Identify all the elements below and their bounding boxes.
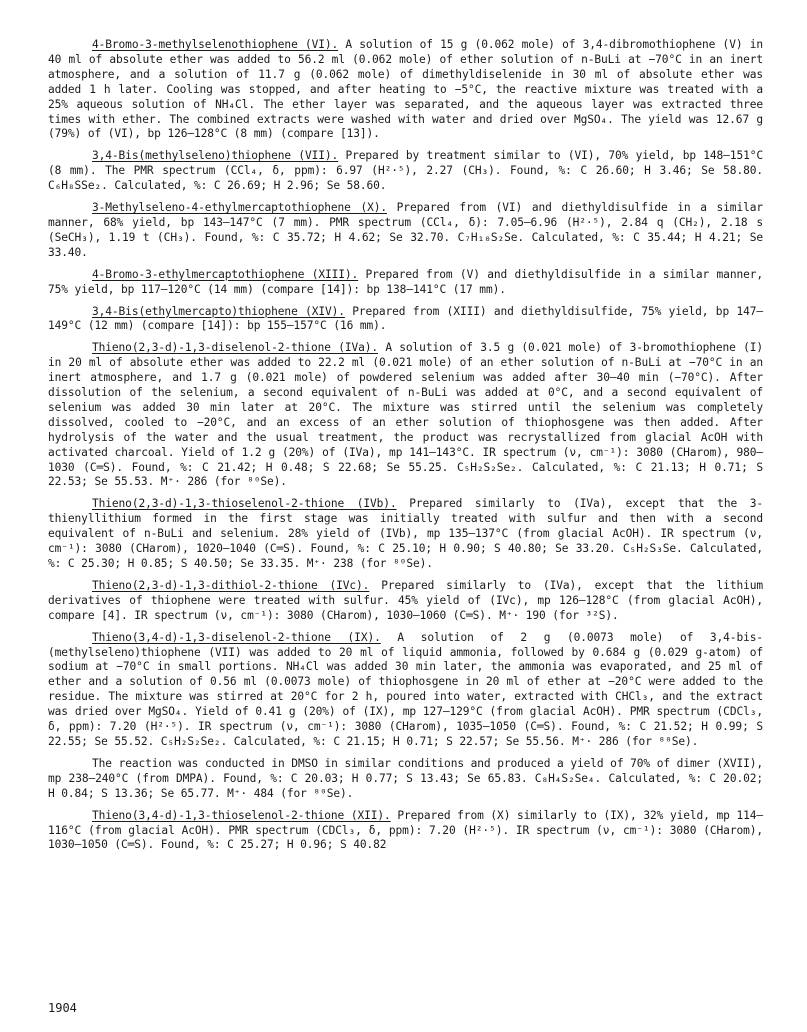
paragraph-compound-iva: [48, 341, 763, 490]
compound-title: Thieno(3,4-d)-1,3-thioselenol-2-thione (XII).: [92, 808, 391, 822]
paragraph-compound-xii: [48, 809, 763, 854]
compound-title: 3-Methylseleno-4-ethylmercaptothiophene (X).: [92, 201, 387, 215]
paragraph-dimer-xvii: [48, 757, 763, 802]
paragraph-text: Prepared from (VI) and diethyldisulfide in a similar manner, 68% yield, bp 143–147°C (7 mm). PMR spectrum (CCl₄, δ): 7.05–6.96 (H²·⁵), 2.84 q (CH₂), 2.18 s (SeCH₃), 1.19 t (CH₃). Found, %: C 35.72; H 4.62; Se 32.70. C₇H₁₀S₂Se. Calculated, %: C 35.44; H 4.21; Se 33.40.: [48, 201, 763, 259]
page-number: 1904: [48, 1001, 77, 1015]
paragraph-compound-ivb: [48, 497, 763, 572]
paragraph-text: A solution of 15 g (0.062 mole) of 3,4-dibromothiophene (V) in 40 ml of absolute ether was added to 56.2 ml (0.062 mole) of ether solution of n-BuLi at −70°C in an inert atmosphere, and a solution of 11.7 g (0.062 mole) of dimethyldiselenide in 30 ml of absolute ether was added 1 h later. Cooling was stopped, and after heating to −5°C, the reactive mixture was treated with a 25% aqueous solution of NH₄Cl. The ether layer was separated, and the aqueous layer was extracted three times with ether. The combined extracts were washed with water and dried over MgSO₄. The yield was 12.67 g (79%) of (VI), bp 126–128°C (8 mm) (compare [13]).: [48, 38, 763, 141]
paragraph-compound-vi: [48, 38, 763, 142]
paragraph-text: Prepared by treatment similar to (VI), 70% yield, bp 148–151°C (8 mm). The PMR spectrum (CCl₄, δ, ppm): 6.97 (H²·⁵), 2.27 (CH₃). Found, %: C 26.60; H 3.46; Se 58.80. C₆H₈SSe₂. Calculated, %: C 26.69; H 2.96; Se 58.60.: [48, 149, 763, 193]
paragraph-compound-x: [48, 201, 763, 261]
paragraph-text: A solution of 3.5 g (0.021 mole) of 3-bromothiophene (I) in 20 ml of absolute ether was added to 22.2 ml (0.021 mole) of an ether solution of n-BuLi at −70°C in an inert atmosphere, and 1.7 g (0.021 mole) of powdered selenium was added after 30–40 min (−70°C). After dissolution of the selenium, a second equivalent of n-BuLi was added at 0°C, and a second equivalent of selenium was added 30 min later at 20°C. The mixture was stirred until the selenium was completely dissolved, cooled to −20°C, and an excess of an ether solution of thiophosgene was then added. After hydrolysis of the water and the usual treatment, the product was recrystallized from glacial AcOH with activated charcoal. Yield of 1.2 g (20%) of (IVa), mp 141–143°C. IR spectrum (ν, cm⁻¹): 3080 (CHarom), 980–1030 (C═S). Found, %: C 21.42; H 0.48; S 22.68; Se 55.25. C₅H₂S₂Se₂. Calculated, %: C 21.13; H 0.71; S 22.53; Se 55.53. M⁺· 286 (for ⁸⁰Se).: [48, 341, 763, 489]
paragraph-text: Prepared from (V) and diethyldisulfide in a similar manner, 75% yield, bp 117–120°C (14 mm) (compare [14]): bp 138–141°C (17 mm).: [48, 267, 763, 296]
paragraph-text: Prepared from (XIII) and diethyldisulfide, 75% yield, bp 147–149°C (12 mm) (compare [14]): bp 155–157°C (16 mm).: [48, 304, 763, 333]
compound-title: 3,4-Bis(ethylmercapto)thiophene (XIV).: [92, 304, 345, 318]
compound-title: Thieno(2,3-d)-1,3-thioselenol-2-thione (IVb).: [92, 497, 397, 511]
paragraph-compound-ix: [48, 631, 763, 750]
paragraph-compound-xiv: [48, 305, 763, 335]
paragraph-text: Prepared similarly to (IVa), except that the lithium derivatives of thiophene were treated with sulfur. 45% yield of (IVc), mp 126–128°C (from glacial AcOH), compare [4]. IR spectrum (ν, cm⁻¹): 3080 (CHarom), 1030–1060 (C═S). M⁺· 190 (for ³²S).: [48, 578, 763, 622]
compound-title: Thieno(3,4-d)-1,3-diselenol-2-thione (IX).: [92, 630, 381, 644]
compound-title: Thieno(2,3-d)-1,3-dithiol-2-thione (IVc).: [92, 578, 370, 592]
compound-title: 4-Bromo-3-methylselenothiophene (VI).: [92, 38, 339, 51]
compound-title: Thieno(2,3-d)-1,3-diselenol-2-thione (IVa).: [92, 341, 379, 355]
compound-title: 4-Bromo-3-ethylmercaptothiophene (XIII).: [92, 267, 359, 281]
paragraph-compound-ivc: [48, 579, 763, 624]
paragraph-text: The reaction was conducted in DMSO in similar conditions and produced a yield of 70% of dimer (XVII), mp 238–240°C (from DMPA). Found, %: C 20.03; H 0.77; S 13.43; Se 65.83. C₈H₄S₂Se₄. Calculated, %: C 20.02; H 0.84; S 13.36; Se 65.77. M⁺· 484 (for ⁸⁰Se).: [48, 756, 763, 800]
paragraph-compound-vii: [48, 149, 763, 194]
paragraph-text: Prepared from (X) similarly to (IX), 32% yield, mp 114–116°C (from glacial AcOH). PMR spectrum (CDCl₃, δ, ppm): 7.20 (H²·⁵). IR spectrum (ν, cm⁻¹): 3080 (CHarom), 1030–1050 (C═S). Found, %: C 25.27; H 0.96; S 40.82: [48, 808, 763, 852]
compound-title: 3,4-Bis(methylseleno)thiophene (VII).: [92, 149, 339, 163]
paragraph-text: A solution of 2 g (0.0073 mole) of 3,4-bis-(methylseleno)thiophene (VII) was added to 20 ml of liquid ammonia, followed by 0.684 g (0.029 g-atom) of sodium at −70°C in small portions. NH₄Cl was added 30 min later, the ammonia was evaporated, and 25 ml of ether and a solution of 0.56 ml (0.0073 mole) of thiophosgene in 20 ml of ether at −20°C were added to the residue. The mixture was stirred at 20°C for 2 h, poured into water, extracted with CHCl₃, and the extract was dried over MgSO₄. Yield of 0.41 g (20%) of (IX), mp 127–129°C (from glacial AcOH). PMR spectrum (CDCl₃, δ, ppm): 7.20 (H²·⁵). IR spectrum (ν, cm⁻¹): 3080 (CHarom), 1035–1050 (C═S). Found, %: C 21.52; H 0.99; S 22.55; Se 55.52. C₅H₂S₂Se₂. Calculated, %: C 21.15; H 0.71; S 22.57; Se 55.56. M⁺· 286 (for ⁸⁰Se).: [48, 630, 763, 748]
article-body: [48, 38, 763, 860]
paragraph-compound-xiii: [48, 268, 763, 298]
paragraph-text: Prepared similarly to (IVa), except that the 3-thienyllithium formed in the first stage was initially treated with sulfur and then with a second equivalent of n-BuLi and selenium. 28% yield of (IVb), mp 135–137°C (from glacial AcOH). IR spectrum (ν, cm⁻¹): 3080 (CHarom), 1020–1040 (C═S). Found, %: C 25.10; H 0.90; S 40.80; Se 33.20. C₅H₂S₃Se. Calculated, %: C 25.30; H 0.85; S 40.50; Se 33.35. M⁺· 238 (for ⁸⁰Se).: [48, 497, 763, 570]
